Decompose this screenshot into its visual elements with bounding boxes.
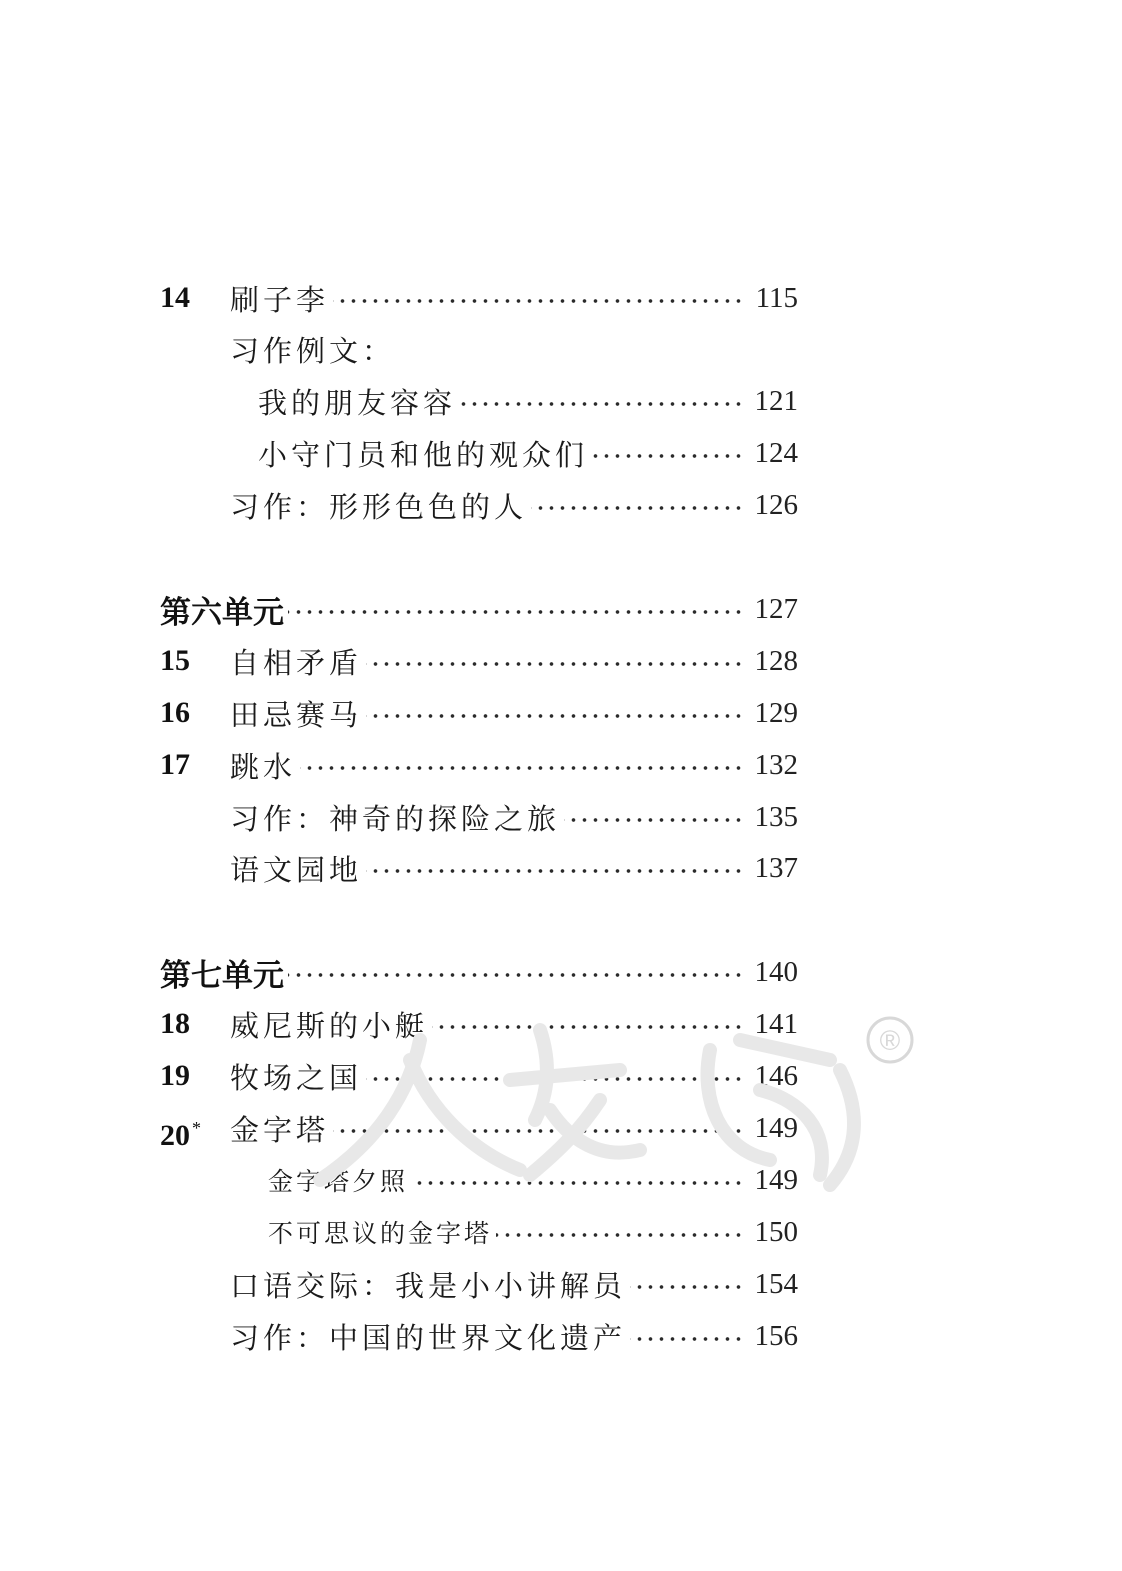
dot-leader (288, 609, 744, 615)
toc-row (0, 427, 1122, 479)
dot-leader (333, 1128, 744, 1134)
entry-title: 语文园地 (230, 852, 363, 887)
dot-leader (630, 1284, 744, 1290)
dot-leader (300, 765, 744, 771)
page-number: 150 (754, 1215, 798, 1248)
entry-title: 不可思议的金字塔 (268, 1219, 493, 1248)
page-number: 141 (754, 1007, 798, 1040)
dot-leader (564, 817, 744, 823)
page-number: 128 (754, 644, 798, 677)
entry-title: 跳水 (230, 749, 297, 784)
entry-title: 习作：神奇的探险之旅 (230, 801, 561, 836)
page-number: 115 (755, 281, 798, 314)
lesson-number: 14 (160, 281, 190, 314)
page-number: 129 (754, 696, 798, 729)
lesson-number: 16 (160, 696, 190, 729)
lesson-number: 15 (160, 644, 190, 677)
toc-entry (230, 791, 798, 843)
toc-entry (160, 946, 798, 998)
entry-title: 小守门员和他的观众们 (258, 437, 589, 472)
entry-title: 习作：形形色色的人 (230, 489, 528, 524)
page-number: 149 (754, 1163, 798, 1196)
page-number: 127 (754, 592, 798, 625)
toc-row (0, 998, 1122, 1050)
dot-leader (366, 713, 744, 719)
dot-leader (531, 505, 744, 511)
toc-row (0, 739, 1122, 791)
page-number: 137 (754, 851, 798, 884)
page-number: 156 (754, 1319, 798, 1352)
toc-entry (258, 375, 798, 427)
dot-leader (630, 1336, 744, 1342)
toc-row (0, 1206, 1122, 1258)
entry-title: 威尼斯的小艇 (230, 1008, 429, 1043)
entry-title: 金字塔 (230, 1112, 330, 1147)
dot-leader (366, 868, 744, 874)
dot-leader (496, 1232, 744, 1238)
toc-entry (160, 583, 798, 635)
toc-entry (230, 323, 798, 375)
entry-title: 牧场之国 (230, 1060, 363, 1095)
toc-entry (230, 739, 798, 791)
toc-entry (230, 842, 798, 894)
dot-leader (412, 1180, 744, 1186)
toc-row (0, 479, 1122, 531)
toc-row (0, 635, 1122, 687)
dot-leader (592, 453, 744, 459)
toc-entry (230, 479, 798, 531)
page-number: 135 (754, 800, 798, 833)
toc-entry (258, 427, 798, 479)
page-number: 146 (754, 1059, 798, 1092)
dot-leader (432, 1024, 744, 1030)
unit-heading: 第七单元 (160, 957, 284, 994)
toc-entry (230, 687, 798, 739)
entry-title: 金字塔夕照 (268, 1167, 409, 1196)
entry-title: 刷子李 (230, 282, 330, 317)
toc-row (0, 323, 1122, 375)
toc-row (0, 1154, 1122, 1206)
page-number: 154 (754, 1267, 798, 1300)
dot-leader (333, 298, 744, 304)
dot-leader (366, 1076, 744, 1082)
toc-row (0, 1050, 1122, 1102)
toc-entry (230, 998, 798, 1050)
toc-row (0, 1258, 1122, 1310)
optional-lesson-star: * (192, 1118, 201, 1138)
lesson-number: 19 (160, 1059, 190, 1092)
toc-entry (230, 272, 798, 324)
toc-entry (230, 1258, 798, 1310)
page-number: 124 (754, 436, 798, 469)
unit-heading: 第六单元 (160, 594, 284, 631)
page-number: 149 (754, 1111, 798, 1144)
toc-row (0, 1310, 1122, 1362)
toc-row (0, 1102, 1122, 1154)
toc-entry (268, 1154, 798, 1206)
toc-row (0, 842, 1122, 894)
dot-leader (366, 661, 744, 667)
entry-title: 我的朋友容容 (258, 385, 457, 420)
entry-title: 习作例文： (230, 333, 396, 368)
toc-row (0, 791, 1122, 843)
dot-leader (288, 972, 744, 978)
entry-title: 习作：中国的世界文化遗产 (230, 1320, 627, 1355)
lesson-number: 20 * (160, 1118, 201, 1152)
toc-row (0, 272, 1122, 324)
toc-row (0, 946, 1122, 998)
lesson-number: 17 (160, 748, 190, 781)
toc-entry (230, 635, 798, 687)
entry-title: 口语交际：我是小小讲解员 (230, 1268, 627, 1303)
page-number: 140 (754, 955, 798, 988)
page-number: 121 (754, 384, 798, 417)
entry-title: 田忌赛马 (230, 697, 363, 732)
page-number: 126 (754, 488, 798, 521)
entry-title: 自相矛盾 (230, 645, 363, 680)
toc-entry (230, 1310, 798, 1362)
lesson-number: 18 (160, 1007, 190, 1040)
toc-entry (230, 1050, 798, 1102)
toc-entry (268, 1206, 798, 1258)
dot-leader (460, 401, 744, 407)
page-number: 132 (754, 748, 798, 781)
toc-row (0, 375, 1122, 427)
toc-row (0, 583, 1122, 635)
toc-row (0, 687, 1122, 739)
registered-mark: ® (879, 1025, 901, 1056)
toc-entry (230, 1102, 798, 1154)
